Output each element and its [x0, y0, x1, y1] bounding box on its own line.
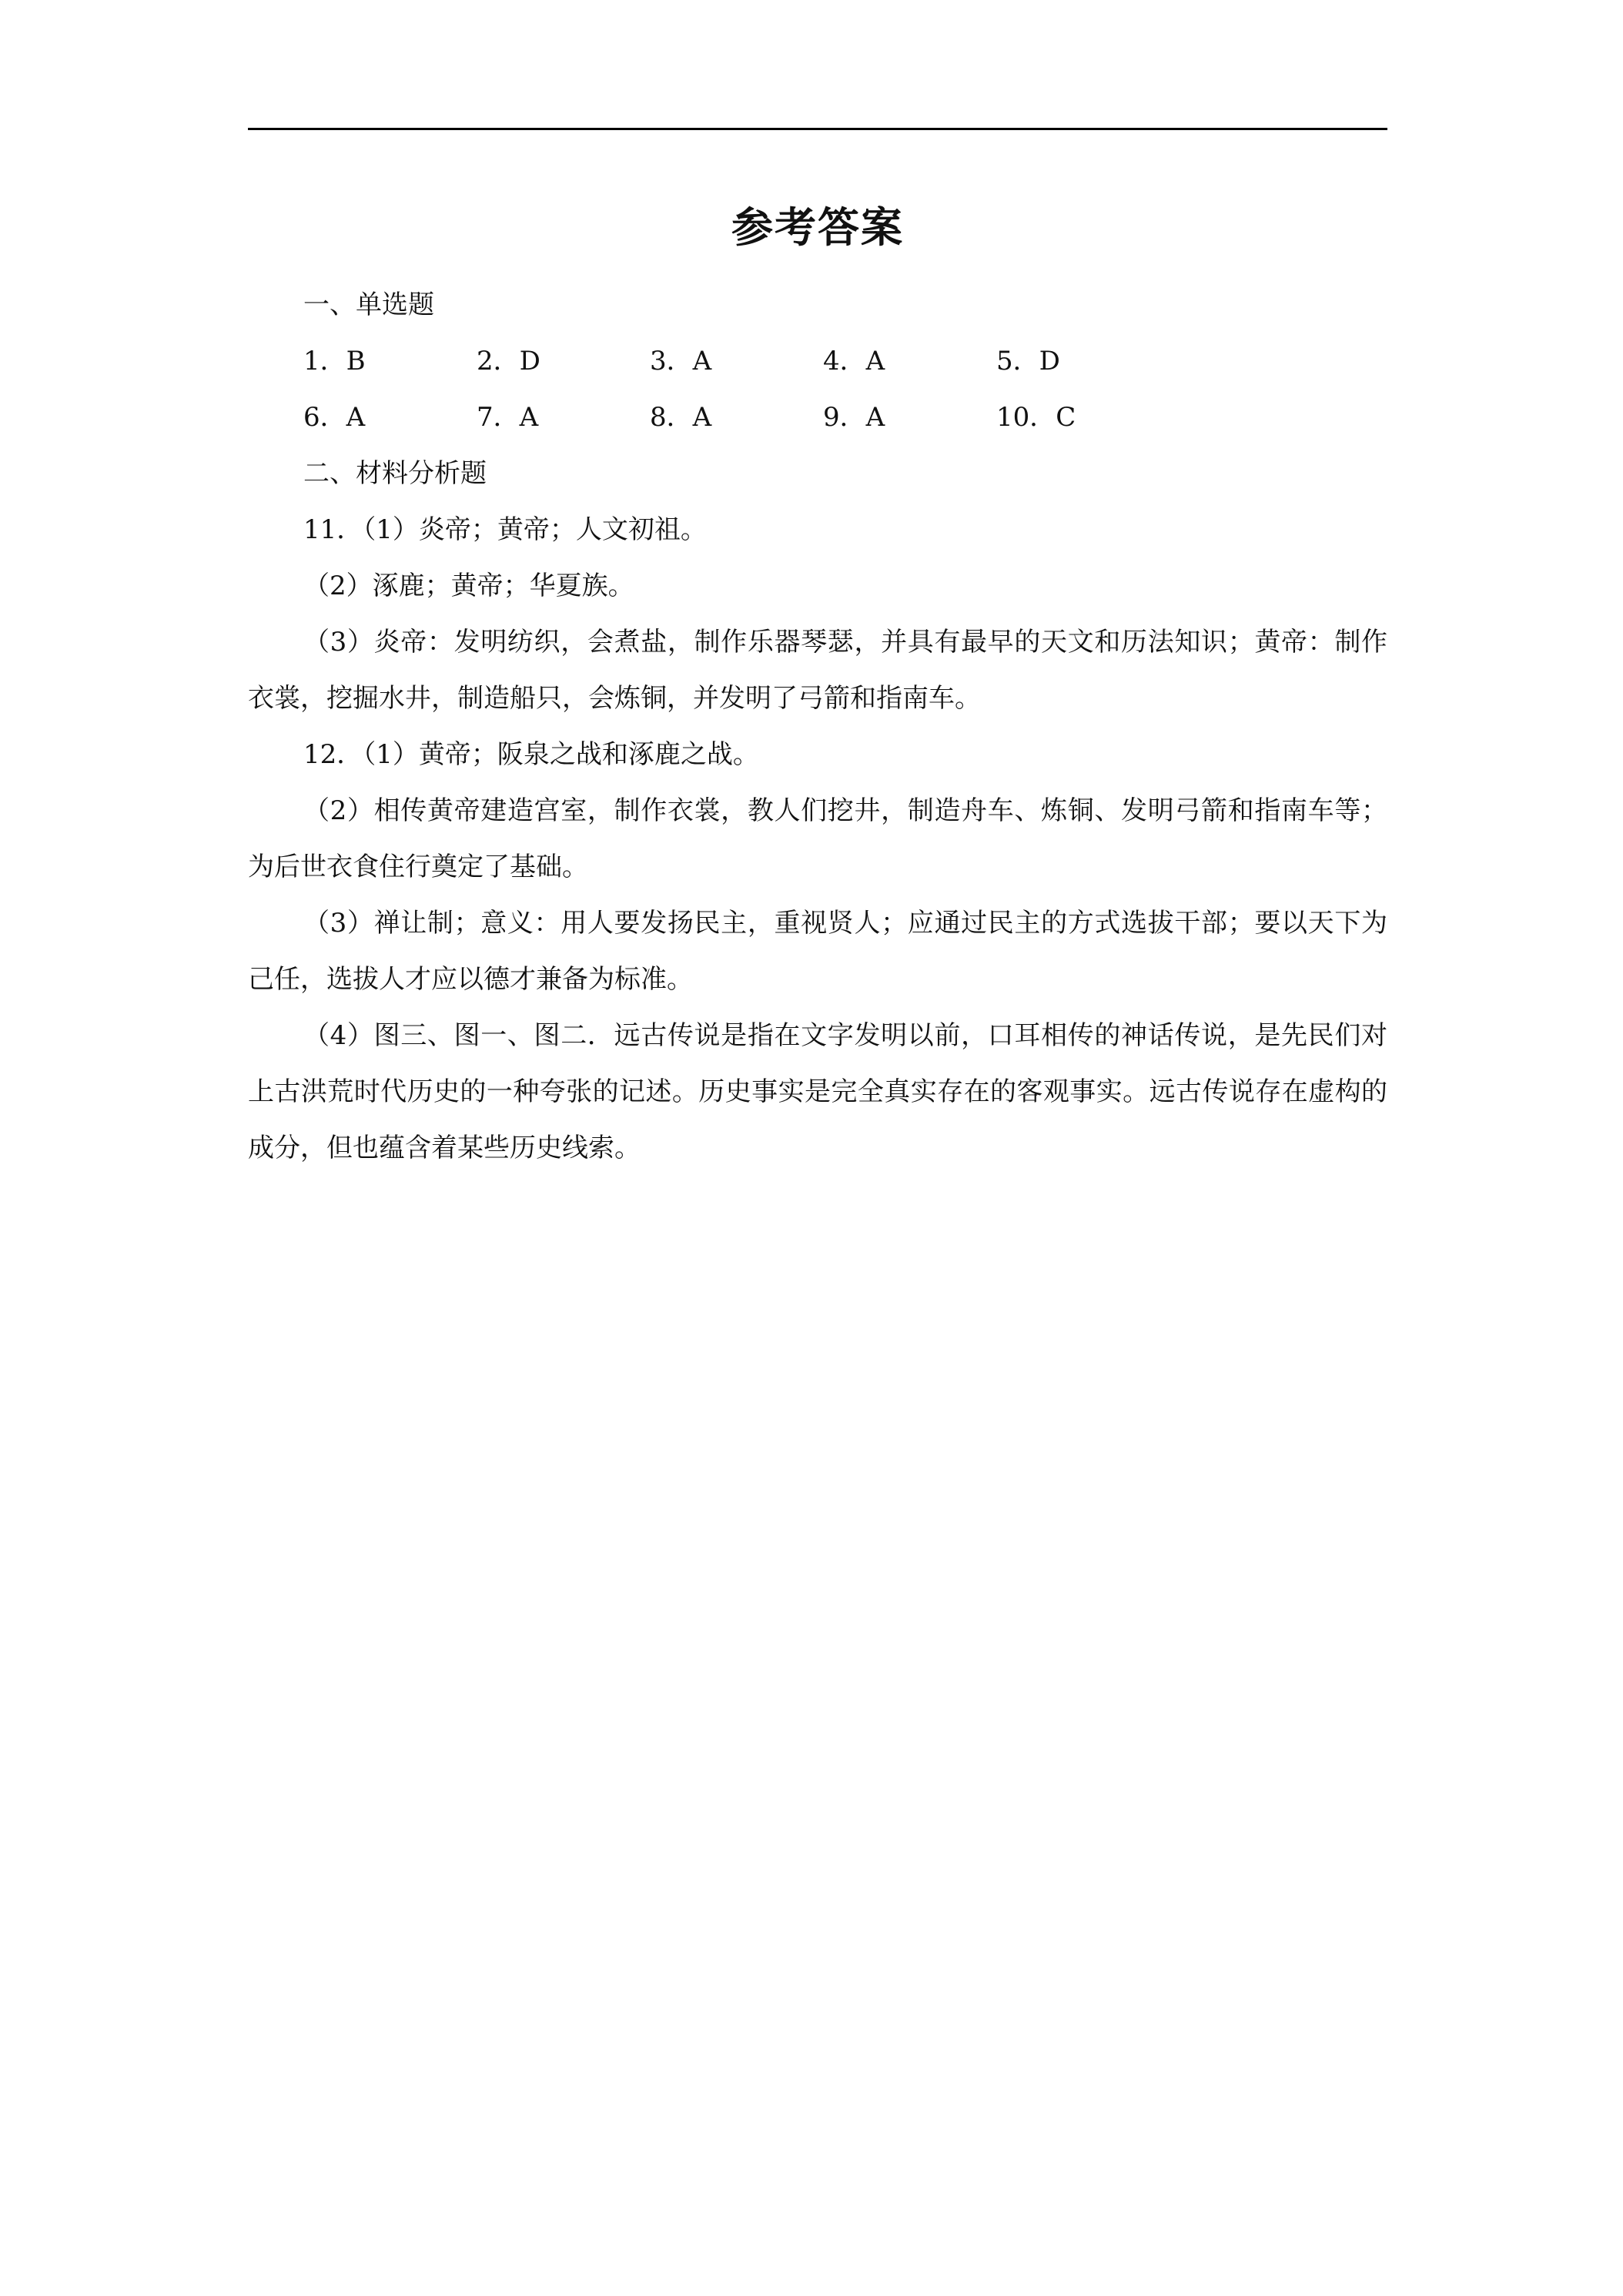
answer-content	[248, 277, 1387, 1176]
answer-item: 6．A	[303, 402, 366, 433]
q11-part1: 11．（1）炎帝；黄帝；人文初祖。	[303, 514, 707, 545]
answer-item: 8．A	[650, 402, 712, 433]
page-title: 参考答案	[731, 203, 904, 252]
answer-item: 7．A	[477, 402, 539, 433]
q12-part3: （3）禅让制；意义：用人要发扬民主，重视贤人；应通过民主的方式选拔干部；要以天下为己任，选拔人才应以德才兼备为标准。	[248, 908, 1387, 995]
q11-part3: （3）炎帝：发明纺织，会煮盐，制作乐器琴瑟，并具有最早的天文和历法知识；黄帝：制作衣裳，挖掘水井，制造船只，会炼铜，并发明了弓箭和指南车。	[248, 627, 1387, 714]
answer-item: 2．D	[477, 346, 540, 377]
q12-part1: 12．（1）黄帝；阪泉之战和涿鹿之战。	[303, 739, 759, 770]
section-heading-single-choice: 一、单选题	[303, 290, 434, 320]
answer-item: 3．A	[650, 346, 712, 377]
q12-part4: （4）图三、图一、图二．远古传说是指在文字发明以前，口耳相传的神话传说，是先民们对上古洪荒时代历史的一种夸张的记述。历史事实是完全真实存在的客观事实。远古传说存在虚构的成分，但也蕴含着某些历史线索。	[248, 1020, 1387, 1163]
answer-item: 9．A	[823, 402, 885, 433]
answer-item: 1．B	[303, 346, 366, 377]
answer-item: 5．D	[996, 346, 1060, 377]
answer-row	[248, 390, 1387, 446]
answer-item: 4．A	[823, 346, 885, 377]
q11-part2: （2）涿鹿；黄帝；华夏族。	[303, 571, 634, 601]
header-rule	[248, 128, 1387, 130]
answer-item: 10．C	[996, 402, 1076, 433]
answer-row	[248, 333, 1387, 390]
section-heading-material-analysis: 二、材料分析题	[303, 458, 487, 489]
q12-part2: （2）相传黄帝建造宫室，制作衣裳，教人们挖井，制造舟车、炼铜、发明弓箭和指南车等；为后世衣食住行奠定了基础。	[248, 795, 1387, 882]
